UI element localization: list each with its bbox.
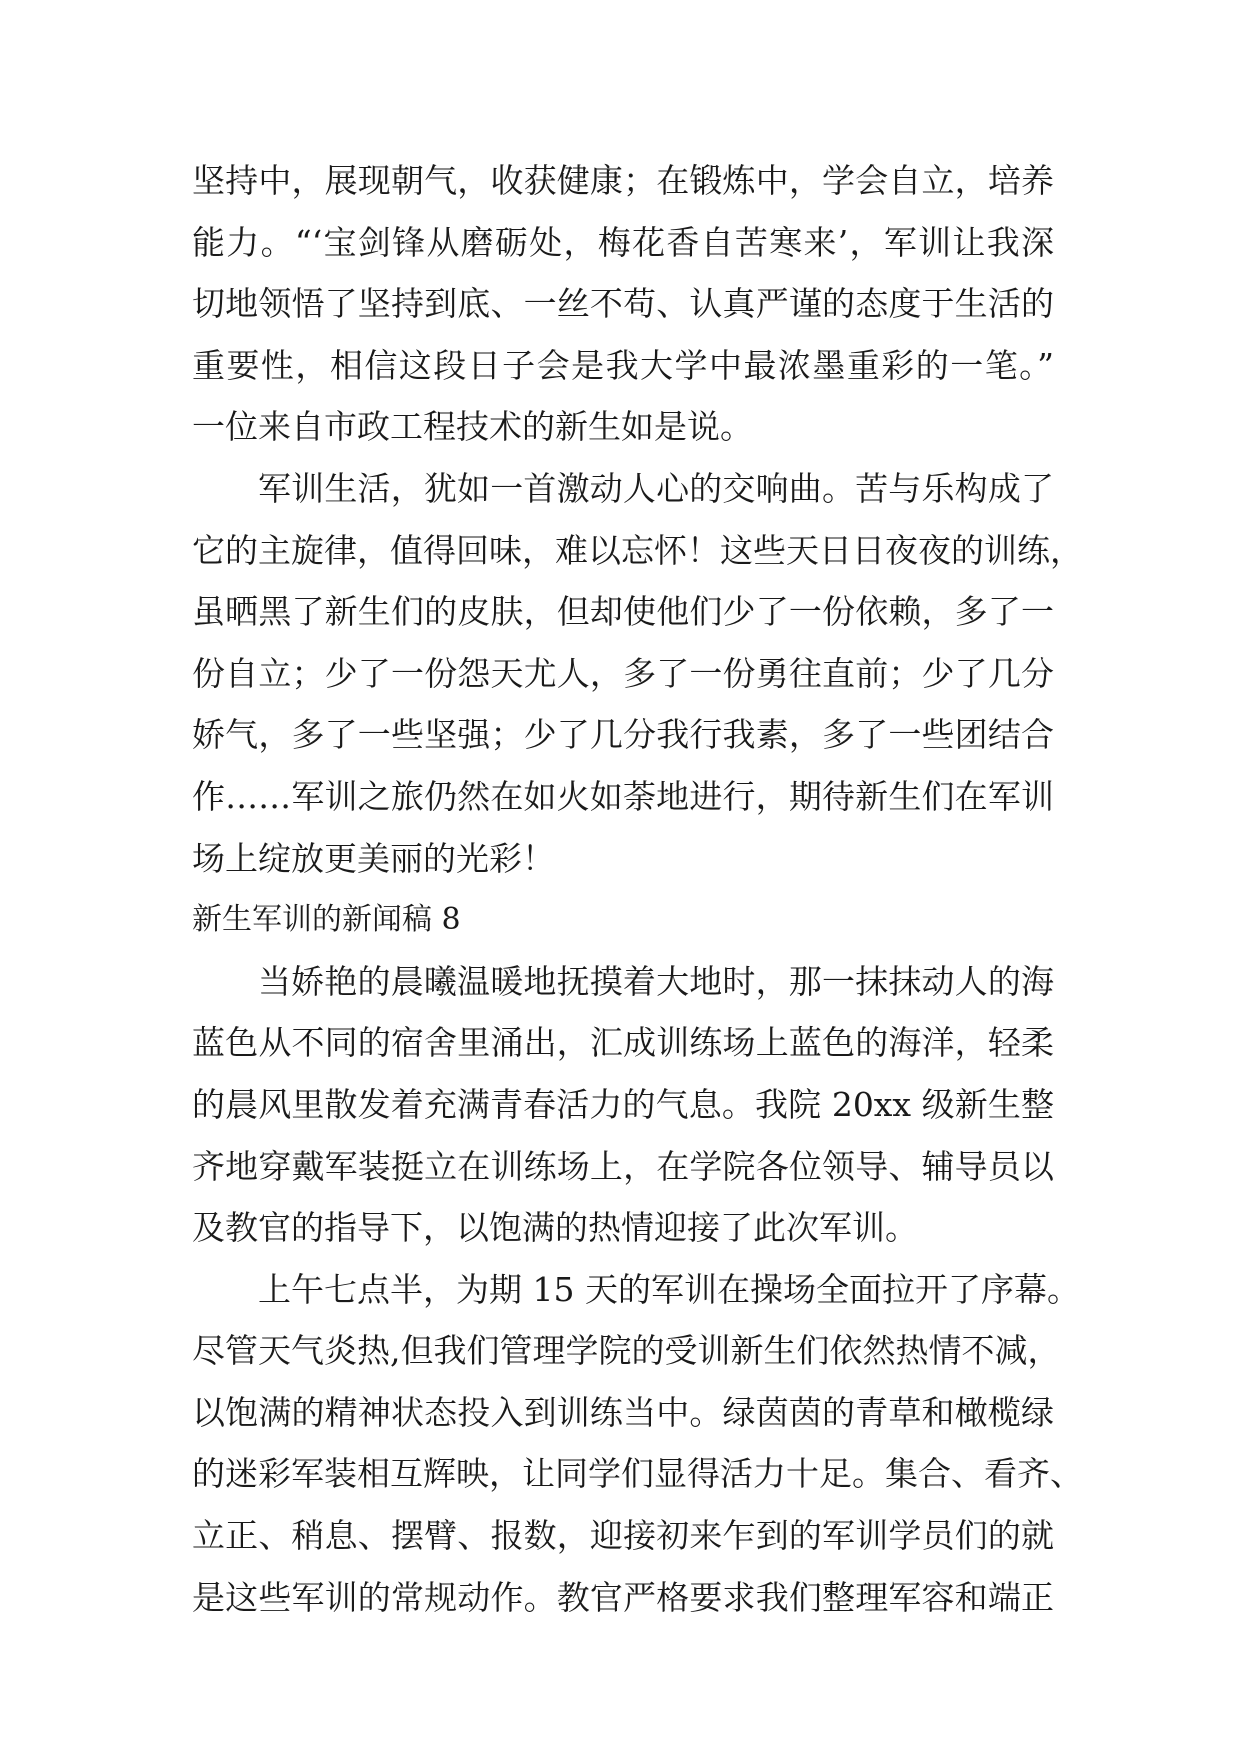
section-heading: 新生军训的新闻稿 8 — [192, 902, 461, 938]
paragraph-3-line-1: 当娇艳的晨曦温暖地抚摸着大地时，那一抹抹动人的海 — [258, 961, 1054, 1001]
paragraph-2-line-6: 作……军训之旅仍然在如火如荼地进行，期待新生们在军训 — [192, 776, 1054, 816]
paragraph-3-line-3: 的晨风里散发着充满青春活力的气息。我院 20xx 级新生整 — [192, 1084, 1054, 1124]
paragraph-2-line-2: 它的主旋律，值得回味，难以忘怀！这些天日日夜夜的训练， — [192, 530, 1083, 570]
paragraph-4-line-1: 上午七点半，为期 15 天的军训在操场全面拉开了序幕。 — [258, 1269, 1080, 1309]
paragraph-1-line-2: 能力。“‘宝剑锋从磨砺处，梅花香自苦寒来’，军训让我深 — [192, 222, 1054, 262]
paragraph-2-line-1: 军训生活，犹如一首激动人心的交响曲。苦与乐构成了 — [258, 468, 1054, 508]
paragraph-3-line-2: 蓝色从不同的宿舍里涌出，汇成训练场上蓝色的海洋，轻柔 — [192, 1023, 1054, 1063]
paragraph-1-line-4: 重要性，相信这段日子会是我大学中最浓墨重彩的一笔。” — [192, 345, 1054, 385]
document-body — [192, 150, 1083, 1628]
paragraph-2-line-7: 场上绽放更美丽的光彩！ — [192, 838, 555, 878]
paragraph-4-line-4: 的迷彩军装相互辉映，让同学们显得活力十足。集合、看齐、 — [192, 1454, 1083, 1494]
paragraph-4-line-2: 尽管天气炎热,但我们管理学院的受训新生们依然热情不减， — [192, 1331, 1061, 1371]
paragraph-1-line-5: 一位来自市政工程技术的新生如是说。 — [192, 407, 753, 447]
paragraph-3-line-4: 齐地穿戴军装挺立在训练场上，在学院各位领导、辅导员以 — [192, 1146, 1054, 1186]
paragraph-1-line-1: 坚持中，展现朝气，收获健康；在锻炼中，学会自立，培养 — [192, 161, 1054, 200]
paragraph-4-line-6: 是这些军训的常规动作。教官严格要求我们整理军容和端正 — [192, 1577, 1054, 1617]
paragraph-4-line-3: 以饱满的精神状态投入到训练当中。绿茵茵的青草和橄榄绿 — [192, 1392, 1054, 1432]
paragraph-2-line-4: 份自立；少了一份怨天尤人，多了一份勇往直前；少了几分 — [192, 653, 1054, 693]
paragraph-2-line-5: 娇气，多了一些坚强；少了几分我行我素，多了一些团结合 — [192, 715, 1054, 755]
paragraph-3-line-5: 及教官的指导下，以饱满的热情迎接了此次军训。 — [192, 1208, 918, 1248]
paragraph-1-line-3: 切地领悟了坚持到底、一丝不苟、认真严谨的态度于生活的 — [192, 284, 1054, 324]
paragraph-2-line-3: 虽晒黑了新生们的皮肤，但却使他们少了一份依赖，多了一 — [192, 592, 1054, 632]
paragraph-4-line-5: 立正、稍息、摆臂、报数，迎接初来乍到的军训学员们的就 — [192, 1516, 1054, 1556]
